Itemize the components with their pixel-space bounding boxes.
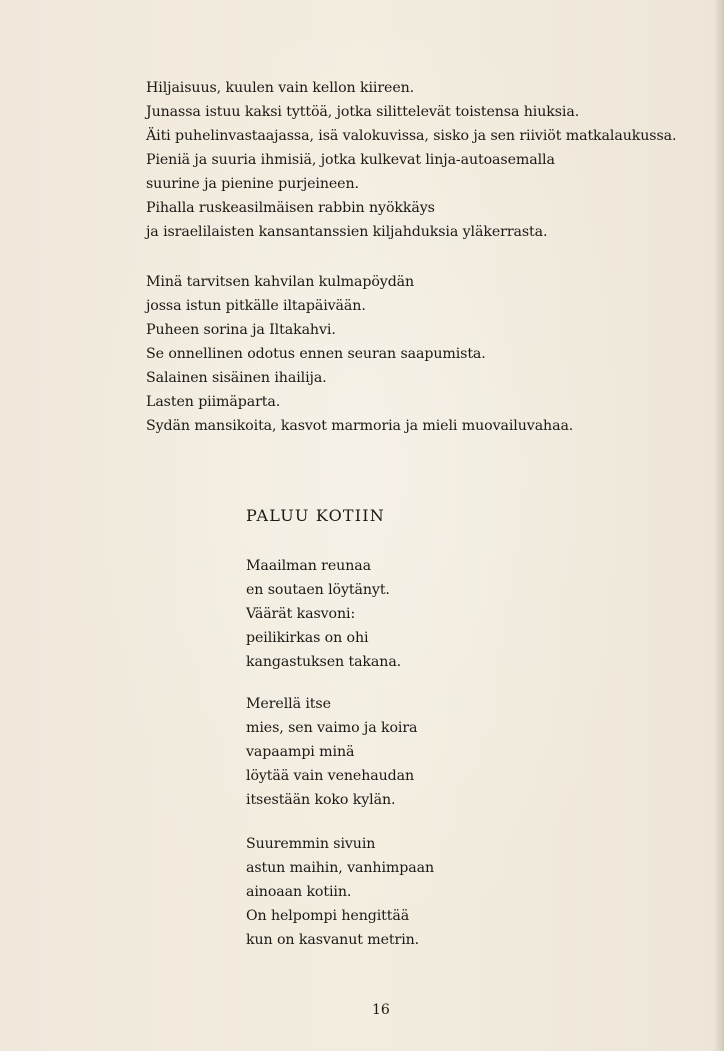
verse-line: Puheen sorina ja Iltakahvi. [146,322,336,338]
verse-line: ainoaan kotiin. [246,884,352,900]
verse-line: Äiti puhelinvastaajassa, isä valokuvissa, sisko ja sen riiviöt matkalaukussa. [146,128,677,144]
verse-line: Merellä itse [246,696,331,712]
verse-line: itsestään koko kylän. [246,792,396,808]
verse-line: löytää vain venehaudan [246,768,415,784]
verse-line: Hiljaisuus, kuulen vain kellon kiireen. [146,80,415,96]
verse-line: Väärät kasvoni: [246,606,356,622]
prose-stanza-1 [146,76,676,244]
poem-stanza-3 [246,832,434,952]
prose-stanza-2 [146,270,573,438]
poem-stanza-1 [246,554,401,674]
verse-line: kangastuksen takana. [246,654,402,670]
page-edge-shadow [714,0,724,1051]
verse-line: Salainen sisäinen ihailija. [146,370,327,386]
verse-line: ja israelilaisten kansantanssien kiljahduksia yläkerrasta. [146,224,548,240]
verse-line: Sydän mansikoita, kasvot marmoria ja mieli muovailuvahaa. [146,418,574,434]
poem-title: PALUU KOTIIN [246,506,386,525]
verse-line: vapaampi minä [246,744,355,760]
verse-line: Maailman reunaa [246,558,371,574]
verse-line: mies, sen vaimo ja koira [246,720,418,736]
verse-line: suurine ja pienine purjeineen. [146,176,359,192]
verse-line: Se onnellinen odotus ennen seuran saapumista. [146,346,486,362]
verse-line: jossa istun pitkälle iltapäivään. [146,298,366,314]
verse-line: Junassa istuu kaksi tyttöä, jotka silittelevät toistensa hiuksia. [146,104,580,120]
verse-line: kun on kasvanut metrin. [246,932,420,948]
poem-stanza-2 [246,692,417,812]
verse-line: Lasten piimäparta. [146,394,281,410]
verse-line: peilikirkas on ohi [246,630,369,646]
verse-line: en soutaen löytänyt. [246,582,390,598]
verse-line: Pieniä ja suuria ihmisiä, jotka kulkevat linja-autoasemalla [146,152,555,168]
page-number: 16 [372,1002,390,1018]
verse-line: Pihalla ruskeasilmäisen rabbin nyökkäys [146,200,435,216]
verse-line: Suuremmin sivuin [246,836,376,852]
verse-line: Minä tarvitsen kahvilan kulmapöydän [146,274,415,290]
verse-line: On helpompi hengittää [246,908,410,924]
verse-line: astun maihin, vanhimpaan [246,860,434,876]
